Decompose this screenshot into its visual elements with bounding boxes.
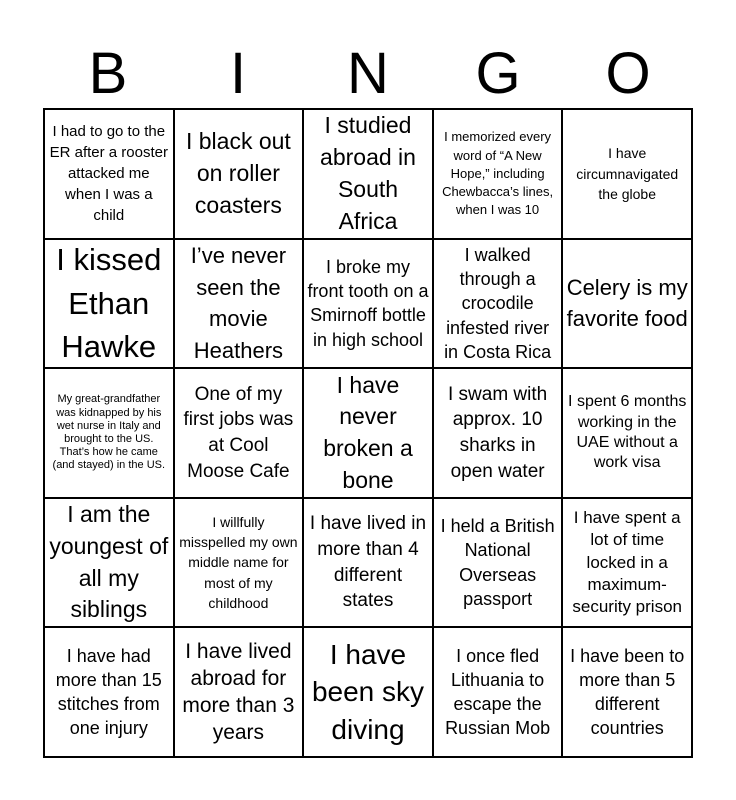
cell-text: I have circumnavigated the globe — [576, 145, 679, 202]
cell-text: I am the youngest of all my siblings — [49, 501, 169, 623]
bingo-header — [43, 40, 693, 108]
cell-text: I willfully misspelled my own middle name for most of my childhood — [179, 513, 298, 612]
cell-text: I walked through a crocodile infested river in Costa Rica — [444, 244, 552, 362]
cell-text: I black out on roller coasters — [185, 128, 291, 218]
cell-text: Celery is my favorite food — [566, 274, 688, 332]
bingo-cell[interactable] — [562, 239, 692, 369]
bingo-cell[interactable] — [303, 109, 433, 239]
bingo-cell[interactable] — [562, 109, 692, 239]
bingo-cell[interactable] — [174, 627, 304, 757]
cell-text: I once fled Lithuania to escape the Russian Mob — [445, 645, 551, 739]
bingo-cell[interactable] — [174, 368, 304, 498]
bingo-cell[interactable] — [433, 109, 563, 239]
cell-text: I have lived abroad for more than 3 years — [182, 639, 295, 745]
header-letter-g: G — [475, 41, 521, 106]
cell-text: I had to go to the ER after a rooster attacked me when I was a child — [49, 123, 168, 225]
header-letter-n: N — [347, 41, 389, 106]
cell-text: My great-grandfather was kidnapped by his wet nurse in Italy and brought to the US. That’s how he came (and stayed) in the US. — [52, 393, 166, 472]
cell-text: I spent 6 months working in the UAE without a work visa — [568, 393, 687, 472]
header-letter-b: B — [88, 41, 128, 106]
cell-text: I have been sky diving — [311, 638, 425, 746]
cell-text: One of my first jobs was at Cool Moose Cafe — [183, 383, 294, 482]
bingo-cell[interactable] — [433, 239, 563, 369]
bingo-cell[interactable] — [433, 368, 563, 498]
bingo-cell[interactable] — [174, 109, 304, 239]
bingo-cell[interactable] — [174, 498, 304, 628]
bingo-cell[interactable] — [303, 368, 433, 498]
bingo-cell[interactable] — [562, 627, 692, 757]
bingo-cell[interactable] — [44, 109, 174, 239]
bingo-card — [43, 108, 693, 758]
cell-text: I held a British National Overseas passport — [440, 516, 555, 609]
bingo-cell[interactable] — [303, 627, 433, 757]
cell-text: I have been to more than 5 different countries — [570, 645, 685, 739]
bingo-cell[interactable] — [174, 239, 304, 369]
bingo-cell[interactable] — [433, 498, 563, 628]
bingo-cell[interactable] — [433, 627, 563, 757]
bingo-cell[interactable] — [562, 498, 692, 628]
bingo-cell[interactable] — [562, 368, 692, 498]
cell-text: I have lived in more than 4 different states — [309, 513, 427, 612]
cell-text: I’ve never seen the movie Heathers — [190, 242, 287, 364]
cell-text: I swam with approx. 10 sharks in open water — [447, 383, 548, 482]
cell-text: I have never broken a bone — [323, 371, 413, 493]
cell-text: I broke my front tooth on a Smirnoff bottle in high school — [307, 256, 429, 350]
cell-text: I have spent a lot of time locked in a maximum-security prison — [572, 508, 682, 616]
cell-text: I studied abroad in South Africa — [320, 112, 416, 234]
header-letter-i: I — [229, 41, 247, 106]
bingo-cell[interactable] — [44, 627, 174, 757]
bingo-cell[interactable] — [303, 239, 433, 369]
bingo-cell[interactable] — [303, 498, 433, 628]
bingo-cell[interactable] — [44, 498, 174, 628]
bingo-cell[interactable] — [44, 239, 174, 369]
header-letter-o: O — [605, 41, 651, 106]
cell-text: I memorized every word of “A New Hope,” including Chewbacca’s lines, when I was 10 — [442, 129, 554, 218]
cell-text: I have had more than 15 stitches from one injury — [55, 645, 162, 739]
cell-text: I kissed Ethan Hawke — [56, 242, 162, 365]
bingo-cell[interactable] — [44, 368, 174, 498]
